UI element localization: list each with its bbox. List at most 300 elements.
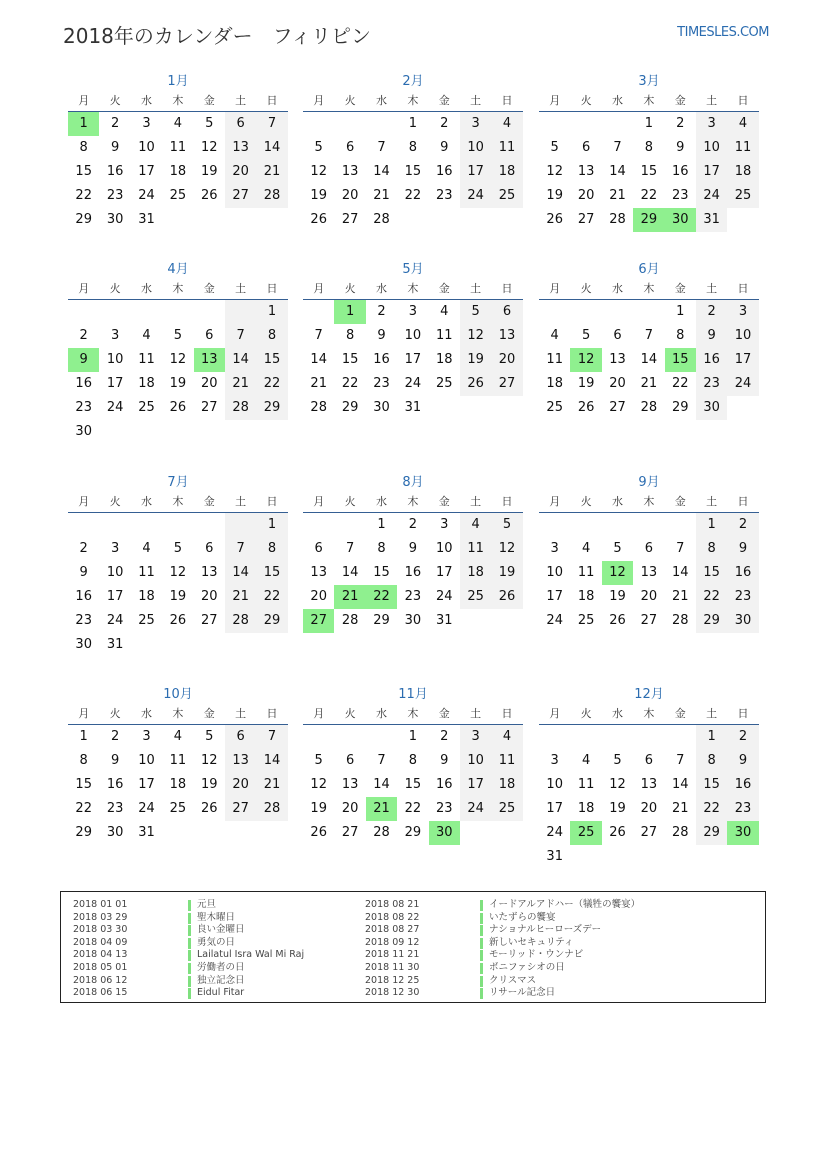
day-cell: 12 [491, 537, 522, 561]
empty-cell [602, 513, 633, 537]
weekday-label: 木 [172, 495, 184, 508]
weekday-label: 水 [611, 495, 623, 508]
day-cell: 29 [256, 609, 287, 633]
weekday-label: 火 [344, 282, 356, 295]
day-grid [303, 300, 523, 420]
day-cell: 23 [696, 372, 727, 396]
weekday-label: 火 [580, 94, 592, 107]
day-cell: 15 [373, 565, 390, 580]
day-cell: 19 [577, 376, 595, 391]
day-cell: 24 [460, 184, 491, 208]
day-cell: 11 [169, 140, 187, 155]
day-cell: 13 [225, 136, 256, 160]
weekday-label: 金 [203, 282, 215, 295]
day-cell: 1 [256, 300, 287, 324]
month-name: 11月 [398, 687, 428, 702]
holiday-date: 2018 06 15 [73, 987, 128, 999]
day-cell: 1 [696, 725, 727, 749]
day-cell: 21 [256, 773, 287, 797]
day-cell: 5 [173, 328, 182, 343]
day-cell: 19 [310, 801, 327, 816]
holiday-date: 2018 12 30 [365, 987, 420, 999]
day-cell: 25 [491, 797, 522, 821]
month-10 [68, 686, 288, 845]
day-cell: 8 [79, 753, 88, 768]
day-cell: 30 [106, 212, 124, 227]
day-cell: 23 [671, 188, 689, 203]
month-7 [68, 474, 288, 657]
day-cell: 25 [169, 801, 187, 816]
weekday-label: 金 [674, 495, 686, 508]
day-cell: 29 [256, 396, 287, 420]
day-cell: 9 [440, 753, 449, 768]
weekday-label: 木 [407, 495, 419, 508]
day-cell: 11 [727, 136, 758, 160]
weekday-header [539, 704, 759, 725]
empty-cell [665, 725, 696, 749]
day-cell: 27 [640, 825, 658, 840]
day-cell: 3 [142, 116, 151, 131]
day-cell: 3 [460, 112, 491, 136]
day-cell: 23 [106, 801, 124, 816]
day-cell: 16 [75, 376, 92, 391]
day-cell: 12 [169, 352, 187, 367]
day-cell: 28 [256, 184, 287, 208]
day-cell: 20 [341, 801, 359, 816]
day-cell: 8 [377, 541, 386, 556]
day-cell: 12 [310, 777, 327, 792]
day-grid [68, 513, 288, 657]
day-cell: 3 [142, 729, 151, 744]
day-cell: 7 [314, 328, 323, 343]
day-cell: 15 [696, 773, 727, 797]
day-grid [68, 300, 288, 444]
day-cell: 19 [460, 348, 491, 372]
weekday-label: 水 [140, 282, 152, 295]
day-cell: 14 [640, 352, 658, 367]
day-cell: 22 [256, 372, 287, 396]
day-cell: 25 [460, 585, 491, 609]
weekday-label: 土 [706, 707, 718, 720]
holiday-date: 2018 08 21 [365, 899, 420, 910]
day-cell: 8 [256, 324, 287, 348]
holiday-date: 2018 04 13 [73, 949, 128, 961]
weekday-label: 月 [313, 94, 325, 107]
holiday-marker [188, 963, 191, 974]
day-cell: 23 [435, 188, 453, 203]
empty-cell [334, 112, 365, 136]
weekday-label: 火 [344, 495, 356, 508]
day-cell: 25 [546, 400, 563, 415]
day-cell: 15 [256, 561, 287, 585]
day-cell: 30 [75, 637, 92, 652]
day-cell: 4 [142, 541, 151, 556]
weekday-label: 月 [313, 707, 325, 720]
day-cell: 7 [377, 140, 386, 155]
weekday-label: 日 [266, 707, 278, 720]
holiday-list [60, 891, 766, 1003]
day-cell: 21 [310, 376, 327, 391]
day-cell: 20 [609, 376, 626, 391]
month-2 [303, 73, 523, 232]
day-cell: 24 [727, 372, 758, 396]
holiday-name: 良い金曜日 [197, 924, 245, 936]
holiday-marker [188, 988, 191, 999]
weekday-label: 月 [549, 707, 561, 720]
day-cell: 4 [142, 328, 151, 343]
holiday-name: 新しいセキュリティ [489, 936, 574, 948]
day-cell: 14 [671, 565, 689, 580]
day-cell: 28 [310, 400, 327, 415]
month-name: 1月 [167, 74, 189, 89]
day-cell: 7 [225, 537, 256, 561]
empty-cell [99, 300, 130, 324]
day-cell: 6 [345, 753, 355, 768]
day-cell: 20 [200, 376, 218, 391]
day-cell: 26 [310, 825, 327, 840]
day-cell: 27 [200, 400, 218, 415]
month-name: 7月 [167, 475, 189, 490]
day-cell: 22 [404, 801, 422, 816]
day-cell: 24 [106, 400, 124, 415]
weekday-label: 日 [266, 94, 278, 107]
weekday-label: 土 [235, 94, 247, 107]
day-cell: 7 [225, 324, 256, 348]
day-cell: 8 [345, 328, 355, 343]
day-cell: 8 [676, 328, 685, 343]
day-cell: 25 [577, 613, 595, 628]
holiday-name: いたずらの饗宴 [489, 911, 556, 923]
day-cell: 10 [138, 753, 155, 768]
day-cell: 19 [310, 188, 327, 203]
weekday-label: 金 [203, 495, 215, 508]
day-cell: 24 [106, 613, 124, 628]
day-cell: 26 [460, 372, 491, 396]
empty-cell [539, 725, 570, 749]
holiday-name: モーリッド・ウンナビ [489, 949, 584, 961]
month-3 [539, 73, 759, 232]
month-name: 12月 [634, 687, 664, 702]
day-cell: 24 [546, 613, 563, 628]
day-cell: 17 [106, 589, 124, 604]
day-cell: 2 [377, 304, 386, 319]
holiday-day-cell: 30 [727, 821, 758, 845]
day-cell: 26 [310, 212, 327, 227]
weekday-label: 木 [407, 94, 419, 107]
weekday-label: 月 [78, 94, 90, 107]
day-cell: 28 [225, 609, 256, 633]
holiday-marker [480, 925, 483, 936]
weekday-label: 月 [313, 282, 325, 295]
day-cell: 14 [256, 749, 287, 773]
day-cell: 20 [640, 801, 658, 816]
day-cell: 4 [460, 513, 491, 537]
day-cell: 29 [696, 821, 727, 845]
day-cell: 24 [404, 376, 422, 391]
day-cell: 26 [609, 613, 626, 628]
day-cell: 7 [256, 112, 287, 136]
day-cell: 8 [79, 140, 88, 155]
holiday-marker [188, 900, 191, 911]
weekday-header [303, 279, 523, 300]
weekday-label: 月 [549, 94, 561, 107]
weekday-label: 木 [172, 282, 184, 295]
day-cell: 16 [696, 348, 727, 372]
weekday-header [68, 91, 288, 112]
day-cell: 18 [138, 589, 155, 604]
day-cell: 18 [727, 160, 758, 184]
day-cell: 11 [546, 352, 563, 367]
weekday-label: 火 [344, 707, 356, 720]
day-cell: 18 [491, 773, 522, 797]
holiday-date: 2018 08 22 [365, 911, 420, 923]
day-cell: 28 [609, 212, 626, 227]
day-cell: 13 [609, 352, 626, 367]
empty-cell [68, 300, 99, 324]
day-cell: 2 [696, 300, 727, 324]
weekday-label: 土 [706, 94, 718, 107]
day-cell: 28 [373, 212, 390, 227]
day-cell: 8 [408, 140, 417, 155]
day-cell: 28 [341, 613, 359, 628]
day-cell: 22 [341, 376, 359, 391]
day-cell: 12 [609, 777, 626, 792]
holiday-marker [480, 950, 483, 961]
day-cell: 14 [373, 164, 390, 179]
weekday-label: 火 [109, 495, 121, 508]
day-cell: 15 [75, 777, 92, 792]
empty-cell [570, 513, 601, 537]
day-cell: 10 [106, 352, 124, 367]
day-cell: 9 [79, 565, 88, 580]
day-cell: 3 [408, 304, 417, 319]
empty-cell [539, 300, 570, 324]
day-cell: 27 [609, 400, 626, 415]
day-cell: 7 [676, 753, 685, 768]
weekday-label: 日 [266, 495, 278, 508]
day-cell: 2 [440, 729, 449, 744]
holiday-date: 2018 04 09 [73, 936, 128, 948]
holiday-day-cell: 12 [602, 561, 633, 585]
day-cell: 17 [435, 565, 453, 580]
holiday-marker [480, 976, 483, 987]
month-5 [303, 261, 523, 420]
holiday-day-cell: 1 [334, 300, 365, 324]
empty-cell [539, 112, 570, 136]
weekday-label: 日 [501, 707, 513, 720]
day-cell: 13 [640, 565, 658, 580]
day-cell: 19 [609, 589, 626, 604]
weekday-label: 木 [643, 707, 655, 720]
holiday-day-cell: 1 [68, 112, 99, 136]
day-cell: 3 [110, 328, 120, 343]
day-cell: 17 [138, 164, 155, 179]
day-cell: 24 [696, 184, 727, 208]
day-cell: 6 [205, 328, 214, 343]
weekday-label: 土 [706, 282, 718, 295]
day-cell: 1 [377, 517, 386, 532]
day-cell: 28 [225, 396, 256, 420]
day-cell: 15 [696, 561, 727, 585]
holiday-name: クリスマス [489, 974, 537, 986]
day-cell: 16 [106, 777, 124, 792]
empty-cell [303, 112, 334, 136]
day-cell: 17 [404, 352, 422, 367]
day-cell: 5 [550, 140, 559, 155]
day-cell: 15 [256, 348, 287, 372]
month-1 [68, 73, 288, 232]
day-cell: 5 [491, 513, 522, 537]
weekday-label: 火 [109, 707, 121, 720]
day-cell: 14 [373, 777, 390, 792]
holiday-marker [480, 938, 483, 949]
day-cell: 13 [341, 777, 359, 792]
day-grid [303, 513, 523, 633]
month-4 [68, 261, 288, 444]
day-cell: 9 [727, 537, 758, 561]
day-cell: 22 [671, 376, 689, 391]
weekday-label: 月 [313, 495, 325, 508]
holiday-date: 2018 03 29 [73, 911, 128, 923]
day-cell: 11 [435, 328, 453, 343]
day-cell: 10 [138, 140, 155, 155]
month-6 [539, 261, 759, 420]
empty-cell [570, 112, 601, 136]
page-title: 2018年のカレンダー フィリピン [63, 24, 371, 48]
day-cell: 20 [491, 348, 522, 372]
day-cell: 6 [491, 300, 522, 324]
weekday-header [303, 492, 523, 513]
day-cell: 29 [671, 400, 689, 415]
day-cell: 2 [79, 541, 88, 556]
day-cell: 9 [377, 328, 386, 343]
day-cell: 20 [225, 773, 256, 797]
weekday-header [303, 91, 523, 112]
empty-cell [334, 725, 365, 749]
day-cell: 5 [613, 753, 622, 768]
month-8 [303, 474, 523, 633]
day-cell: 26 [169, 400, 187, 415]
day-cell: 4 [727, 112, 758, 136]
day-cell: 24 [435, 589, 453, 604]
day-cell: 12 [200, 140, 218, 155]
day-cell: 2 [676, 116, 685, 131]
day-grid [68, 725, 288, 845]
day-cell: 2 [408, 517, 417, 532]
day-cell: 13 [577, 164, 595, 179]
day-cell: 30 [727, 609, 758, 633]
day-cell: 25 [138, 613, 155, 628]
month-name: 10月 [163, 687, 193, 702]
weekday-label: 火 [580, 707, 592, 720]
day-cell: 29 [75, 212, 92, 227]
site-logo[interactable]: TIMESLES.COM [677, 25, 769, 40]
empty-cell [131, 300, 162, 324]
day-cell: 16 [727, 561, 758, 585]
weekday-label: 水 [375, 707, 387, 720]
day-cell: 24 [460, 797, 491, 821]
day-cell: 3 [460, 725, 491, 749]
weekday-label: 水 [140, 707, 152, 720]
day-cell: 22 [696, 797, 727, 821]
weekday-label: 土 [706, 495, 718, 508]
day-cell: 23 [373, 376, 390, 391]
weekday-label: 木 [643, 495, 655, 508]
day-cell: 19 [200, 164, 218, 179]
empty-cell [68, 513, 99, 537]
month-12 [539, 686, 759, 869]
day-cell: 14 [671, 777, 689, 792]
weekday-label: 水 [375, 495, 387, 508]
day-cell: 9 [676, 140, 685, 155]
day-cell: 10 [106, 565, 124, 580]
weekday-label: 火 [109, 282, 121, 295]
day-cell: 22 [404, 188, 422, 203]
holiday-day-cell: 21 [366, 797, 397, 821]
day-cell: 2 [110, 729, 120, 744]
day-cell: 11 [577, 777, 595, 792]
holiday-name: 聖木曜日 [197, 911, 236, 923]
day-cell: 17 [546, 589, 563, 604]
day-cell: 11 [491, 749, 522, 773]
day-cell: 15 [404, 164, 422, 179]
day-cell: 6 [314, 541, 323, 556]
weekday-label: 金 [438, 94, 450, 107]
day-cell: 2 [440, 116, 449, 131]
day-cell: 27 [640, 613, 658, 628]
weekday-label: 日 [737, 94, 749, 107]
weekday-label: 金 [674, 94, 686, 107]
day-cell: 27 [225, 797, 256, 821]
day-cell: 24 [546, 825, 563, 840]
day-cell: 10 [727, 324, 758, 348]
day-cell: 31 [435, 613, 453, 628]
day-cell: 5 [205, 729, 214, 744]
day-cell: 17 [460, 160, 491, 184]
empty-cell [633, 725, 664, 749]
empty-cell [225, 513, 256, 537]
day-cell: 6 [644, 541, 653, 556]
day-cell: 10 [696, 136, 727, 160]
weekday-label: 金 [203, 707, 215, 720]
day-cell: 18 [169, 777, 187, 792]
day-cell: 17 [546, 801, 563, 816]
day-cell: 28 [671, 613, 689, 628]
holiday-day-cell: 13 [194, 348, 225, 372]
day-cell: 23 [727, 585, 758, 609]
day-cell: 8 [644, 140, 653, 155]
weekday-label: 水 [140, 94, 152, 107]
holiday-marker [188, 938, 191, 949]
day-cell: 21 [225, 585, 256, 609]
weekday-label: 水 [375, 282, 387, 295]
day-cell: 23 [106, 188, 124, 203]
day-cell: 24 [138, 188, 155, 203]
day-cell: 5 [314, 140, 323, 155]
day-cell: 17 [106, 376, 124, 391]
weekday-label: 土 [470, 94, 482, 107]
day-grid [303, 725, 523, 845]
holiday-name: 勇気の日 [197, 936, 236, 948]
day-cell: 25 [169, 188, 187, 203]
day-cell: 1 [408, 729, 417, 744]
day-cell: 16 [435, 777, 453, 792]
weekday-label: 火 [580, 495, 592, 508]
weekday-label: 日 [737, 282, 749, 295]
day-cell: 31 [138, 825, 155, 840]
day-cell: 3 [110, 541, 120, 556]
day-cell: 27 [341, 825, 359, 840]
